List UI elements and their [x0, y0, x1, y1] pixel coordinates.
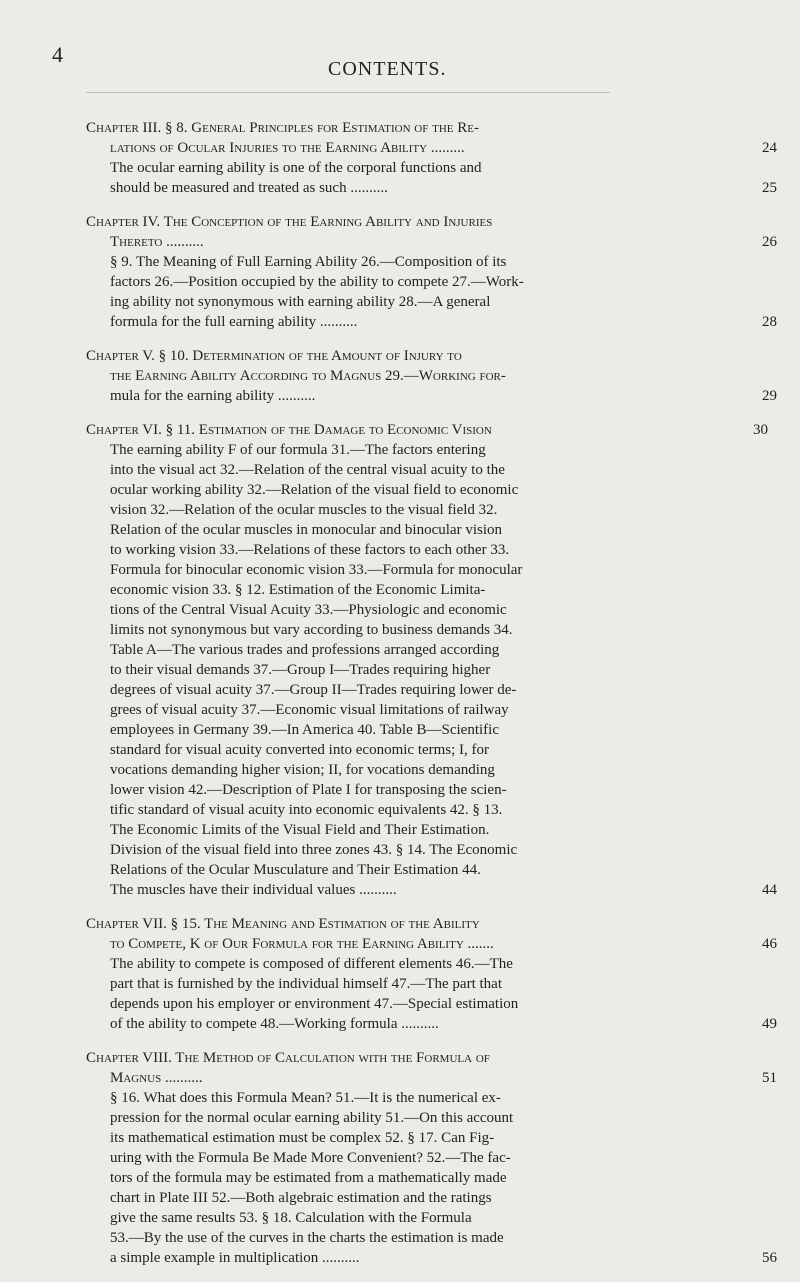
contents-entry: [86, 420, 777, 900]
entry-line: [86, 158, 768, 178]
entry-line: [86, 540, 768, 560]
entry-text: Relations of the Ocular Musculature and Their Estimation 44.: [110, 862, 481, 878]
entry-line: [86, 1248, 777, 1268]
entry-line: [86, 840, 768, 860]
contents-entry: [86, 212, 777, 332]
entry-text: tions of the Central Visual Acuity 33.—Physiologic and economic: [110, 602, 507, 618]
entry-line: [86, 640, 768, 660]
page-ref: 46: [762, 936, 777, 952]
entry-line: [86, 1168, 768, 1188]
entry-line: [86, 740, 768, 760]
entry-line: [86, 1048, 768, 1068]
entry-text: to Compete, K of Our Formula for the Earning Ability .......: [110, 936, 494, 952]
entry-text: a simple example in multiplication ..........: [110, 1250, 360, 1266]
entry-text: depends upon his employer or environment 47.—Special estimation: [110, 996, 519, 1012]
entry-text: § 16. What does this Formula Mean? 51.—It is the numerical ex-: [110, 1090, 501, 1106]
entry-text: lations of Ocular Injuries to the Earning Ability .........: [110, 140, 465, 156]
entry-text: employees in Germany 39.—In America 40. Table B—Scientific: [110, 722, 499, 738]
entry-text: lower vision 42.—Description of Plate I for transposing the scien-: [110, 782, 507, 798]
entry-line: [86, 780, 768, 800]
entry-line: [86, 720, 768, 740]
entry-line: [86, 366, 768, 386]
entry-text: Thereto ..........: [110, 234, 204, 250]
entry-text: degrees of visual acuity 37.—Group II—Trades requiring lower de-: [110, 682, 517, 698]
entry-text: the Earning Ability According to Magnus 29.—Working for-: [110, 368, 506, 384]
entry-text: factors 26.—Position occupied by the ability to compete 27.—Work-: [110, 274, 524, 290]
entry-text: The ocular earning ability is one of the corporal functions and: [110, 160, 482, 176]
page-ref: 24: [762, 140, 777, 156]
entry-text: ocular working ability 32.—Relation of the visual field to economic: [110, 482, 519, 498]
entry-line: [86, 680, 768, 700]
entry-text: ing ability not synonymous with earning ability 28.—A general: [110, 294, 491, 310]
entry-text: 53.—By the use of the curves in the charts the estimation is made: [110, 1230, 504, 1246]
entry-line: [86, 232, 777, 252]
contents-list: [86, 118, 777, 1282]
entry-line: [86, 994, 768, 1014]
page-ref: 56: [762, 1250, 777, 1266]
entry-line: [86, 660, 768, 680]
entry-line: [86, 954, 768, 974]
entry-line: [86, 1148, 768, 1168]
page-ref: 26: [762, 234, 777, 250]
entry-line: [86, 440, 768, 460]
entry-text: limits not synonymous but vary according to business demands 34.: [110, 622, 513, 638]
entry-line: [86, 580, 768, 600]
entry-text: vocations demanding higher vision; II, for vocations demanding: [110, 762, 495, 778]
entry-text: part that is furnished by the individual himself 47.—The part that: [110, 976, 502, 992]
entry-line: [86, 1068, 777, 1088]
entry-text: standard for visual acuity converted into economic terms; I, for: [110, 742, 490, 758]
entry-text: of the ability to compete 48.—Working formula ..........: [110, 1016, 439, 1032]
entry-text: Formula for binocular economic vision 33.—Formula for monocular: [110, 562, 523, 578]
entry-line: [86, 974, 768, 994]
entry-line: [86, 1128, 768, 1148]
page-ref: 44: [762, 882, 777, 898]
entry-text: Magnus ..........: [110, 1070, 203, 1086]
entry-line: [86, 934, 777, 954]
entry-line: [86, 252, 768, 272]
entry-line: [86, 520, 768, 540]
entry-text: Chapter III. § 8. General Principles for Estimation of the Re-: [86, 120, 479, 136]
contents-entry: [86, 914, 777, 1034]
entry-text: its mathematical estimation must be complex 52. § 17. Can Fig-: [110, 1130, 495, 1146]
header-rule: [86, 92, 610, 93]
page-ref: 25: [762, 180, 777, 196]
page-ref: 30: [753, 422, 768, 438]
entry-line: [86, 1014, 777, 1034]
entry-text: tific standard of visual acuity into economic equivalents 42. § 13.: [110, 802, 503, 818]
entry-line: [86, 1208, 768, 1228]
page-title: CONTENTS.: [328, 58, 447, 80]
entry-text: into the visual act 32.—Relation of the central visual acuity to the: [110, 462, 505, 478]
entry-line: [86, 118, 768, 138]
entry-line: [86, 620, 768, 640]
entry-line: [86, 292, 768, 312]
entry-line: [86, 312, 777, 332]
entry-text: Table A—The various trades and professions arranged according: [110, 642, 500, 658]
entry-line: [86, 1108, 768, 1128]
contents-entry: [86, 1048, 777, 1268]
entry-text: formula for the full earning ability ..........: [110, 314, 358, 330]
entry-line: [86, 760, 768, 780]
entry-text: chart in Plate III 52.—Both algebraic estimation and the ratings: [110, 1190, 492, 1206]
entry-text: Chapter VI. § 11. Estimation of the Damage to Economic Vision: [86, 422, 492, 438]
entry-text: should be measured and treated as such ..........: [110, 180, 388, 196]
contents-entry: [86, 118, 777, 198]
entry-text: give the same results 53. § 18. Calculation with the Formula: [110, 1210, 472, 1226]
entry-text: Chapter VIII. The Method of Calculation with the Formula of: [86, 1050, 490, 1066]
page-number: 4: [52, 42, 63, 67]
entry-line: [86, 272, 768, 292]
entry-text: The ability to compete is composed of different elements 46.—The: [110, 956, 513, 972]
entry-line: [86, 600, 768, 620]
entry-line: [86, 860, 768, 880]
entry-text: to working vision 33.—Relations of these factors to each other 33.: [110, 542, 510, 558]
entry-text: The earning ability F of our formula 31.—The factors entering: [110, 442, 486, 458]
entry-line: [86, 1228, 768, 1248]
entry-line: [86, 914, 768, 934]
entry-text: Division of the visual field into three zones 43. § 14. The Economic: [110, 842, 518, 858]
entry-line: [86, 880, 777, 900]
entry-line: [86, 420, 768, 440]
entry-text: § 9. The Meaning of Full Earning Ability 26.—Composition of its: [110, 254, 507, 270]
entry-text: tors of the formula may be estimated from a mathematically made: [110, 1170, 507, 1186]
entry-text: Chapter V. § 10. Determination of the Amount of Injury to: [86, 348, 462, 364]
entry-line: [86, 700, 768, 720]
page-ref: 51: [762, 1070, 777, 1086]
entry-text: vision 32.—Relation of the ocular muscles to the visual field 32.: [110, 502, 498, 518]
entry-line: [86, 178, 777, 198]
entry-line: [86, 560, 768, 580]
entry-text: Relation of the ocular muscles in monocular and binocular vision: [110, 522, 502, 538]
entry-line: [86, 1088, 768, 1108]
entry-text: grees of visual acuity 37.—Economic visual limitations of railway: [110, 702, 509, 718]
entry-line: [86, 480, 768, 500]
page-ref: 28: [762, 314, 777, 330]
entry-line: [86, 386, 777, 406]
entry-text: The Economic Limits of the Visual Field and Their Estimation.: [110, 822, 490, 838]
entry-line: [86, 1188, 768, 1208]
entry-line: [86, 800, 768, 820]
entry-line: [86, 212, 768, 232]
entry-text: uring with the Formula Be Made More Convenient? 52.—The fac-: [110, 1150, 511, 1166]
entry-line: [86, 138, 777, 158]
page-ref: 49: [762, 1016, 777, 1032]
contents-entry: [86, 346, 777, 406]
entry-text: Chapter VII. § 15. The Meaning and Estimation of the Ability: [86, 916, 480, 932]
entry-text: to their visual demands 37.—Group I—Trades requiring higher: [110, 662, 491, 678]
entry-text: economic vision 33. § 12. Estimation of the Economic Limita-: [110, 582, 486, 598]
entry-text: Chapter IV. The Conception of the Earning Ability and Injuries: [86, 214, 493, 230]
entry-text: pression for the normal ocular earning ability 51.—On this account: [110, 1110, 514, 1126]
entry-text: mula for the earning ability ..........: [110, 388, 316, 404]
entry-text: The muscles have their individual values ..........: [110, 882, 397, 898]
entry-line: [86, 500, 768, 520]
entry-line: [86, 346, 768, 366]
page-ref: 29: [762, 388, 777, 404]
entry-line: [86, 820, 768, 840]
entry-line: [86, 460, 768, 480]
